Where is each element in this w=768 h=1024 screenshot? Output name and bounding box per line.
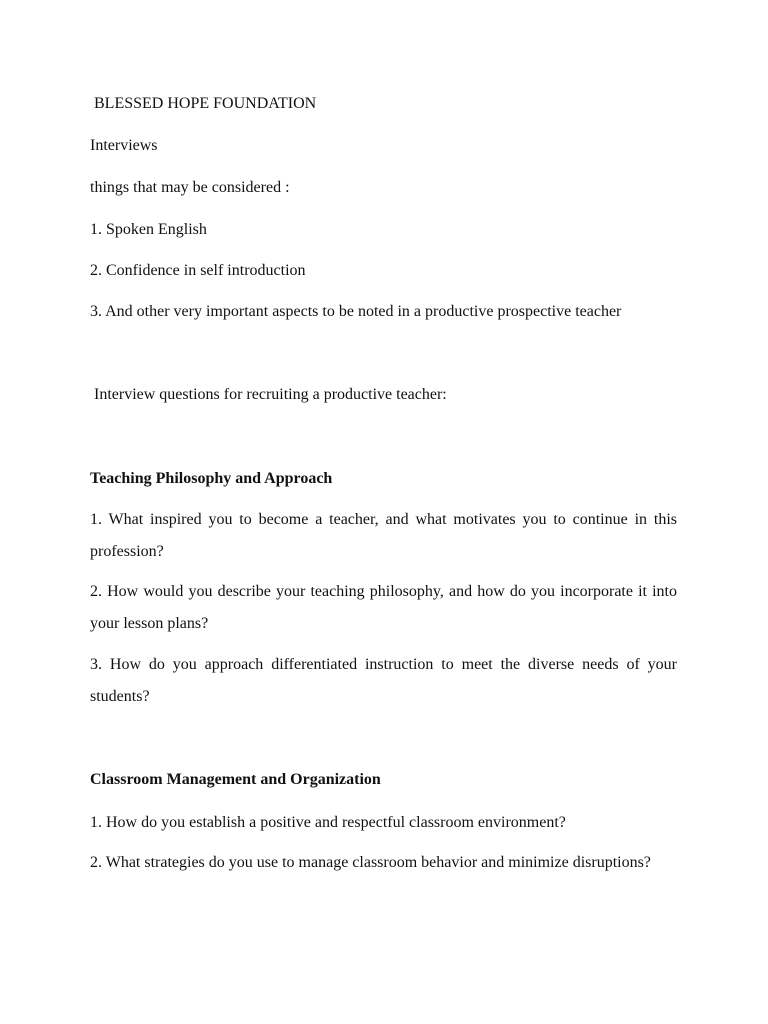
questions-intro: Interview questions for recruiting a productive teacher: <box>94 386 447 403</box>
question-item: 1. How do you establish a positive and respectful classroom environment? <box>90 814 566 831</box>
section-heading: Teaching Philosophy and Approach <box>90 470 333 487</box>
section-heading: Classroom Management and Organization <box>90 771 381 788</box>
org-title: BLESSED HOPE FOUNDATION <box>94 95 317 112</box>
considered-item: 3. And other very important aspects to be noted in a productive prospective teacher <box>90 303 622 320</box>
considered-item: 1. Spoken English <box>90 221 207 238</box>
considered-intro: things that may be considered : <box>90 179 290 196</box>
question-item: 3. How do you approach differentiated instruction to meet the diverse needs of your students? <box>90 656 677 705</box>
question-item: 2. What strategies do you use to manage classroom behavior and minimize disruptions? <box>90 854 651 871</box>
question-item: 1. What inspired you to become a teacher, and what motivates you to continue in this profession? <box>90 511 677 560</box>
considered-item: 2. Confidence in self introduction <box>90 262 306 279</box>
question-item: 2. How would you describe your teaching philosophy, and how do you incorporate it into your lesson plans? <box>90 583 677 632</box>
section-label: Interviews <box>90 137 158 154</box>
